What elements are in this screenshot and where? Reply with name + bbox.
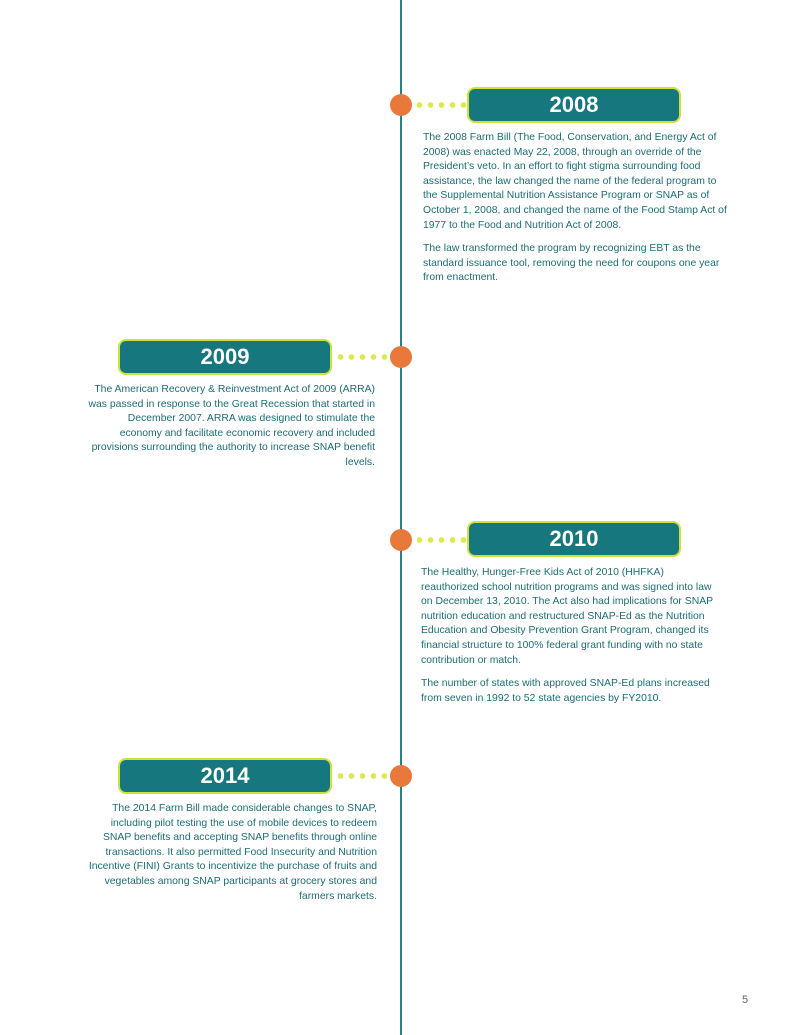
entry-2009-text	[84, 383, 375, 480]
timeline-node	[390, 346, 412, 368]
dotted-connector	[335, 773, 387, 779]
paragraph: The Healthy, Hunger-Free Kids Act of 2010 (HHFKA) reauthorized school nutrition programs and was signed into law on December 13, 2010. The Act also had implications for SNAP nutrition education and restructured SNAP-Ed as the Nutrition Education and Obesity Prevention Grant Program, changed its financial structure to 100% federal grant funding with no state contribution or match.	[421, 567, 713, 666]
year-label: 2008	[467, 87, 681, 123]
year-label: 2014	[118, 758, 332, 794]
year-label: 2009	[118, 339, 332, 375]
timeline-line	[400, 0, 402, 1035]
entry-2014-text	[88, 802, 377, 913]
entry-2008-text	[423, 131, 733, 295]
page-number: 5	[742, 994, 749, 1006]
dotted-connector	[335, 354, 387, 360]
paragraph: The 2014 Farm Bill made considerable changes to SNAP, including pilot testing the use of mobile devices to redeem SNAP benefits and accepting SNAP benefits through online transactions. It also permitted Food Insecurity and Nutrition Incentive (FINI) Grants to incentivize the purchase of fruits and vegetables among SNAP participants at grocery stores and farmers markets.	[88, 803, 377, 902]
dotted-connector	[414, 537, 466, 543]
paragraph: The number of states with approved SNAP-Ed plans increased from seven in 1992 to 52 state agencies by FY2010.	[421, 678, 710, 704]
paragraph: The law transformed the program by recognizing EBT as the standard issuance tool, removing the need for coupons one year from enactment.	[423, 243, 720, 284]
timeline-node	[390, 765, 412, 787]
entry-2010-text	[421, 566, 721, 715]
year-label: 2010	[467, 521, 681, 557]
paragraph: The American Recovery & Reinvestment Act of 2009 (ARRA) was passed in response to the Great Recession that started in December 2007. ARRA was designed to stimulate the economy and facilitate economic recovery and included provisions surrounding the authority to increase SNAP benefit levels.	[88, 384, 375, 468]
timeline-node	[390, 529, 412, 551]
timeline-node	[390, 94, 412, 116]
dotted-connector	[414, 102, 466, 108]
paragraph: The 2008 Farm Bill (The Food, Conservation, and Energy Act of 2008) was enacted May 22, 2008, through an override of the President’s veto. In an effort to fight stigma surrounding food assistance, the law changed the name of the federal program to the Supplemental Nutrition Assistance Program or SNAP as of October 1, 2008, and changed the name of the Food Stamp Act of 1977 to the Food and Nutrition Act of 2008.	[423, 132, 727, 231]
